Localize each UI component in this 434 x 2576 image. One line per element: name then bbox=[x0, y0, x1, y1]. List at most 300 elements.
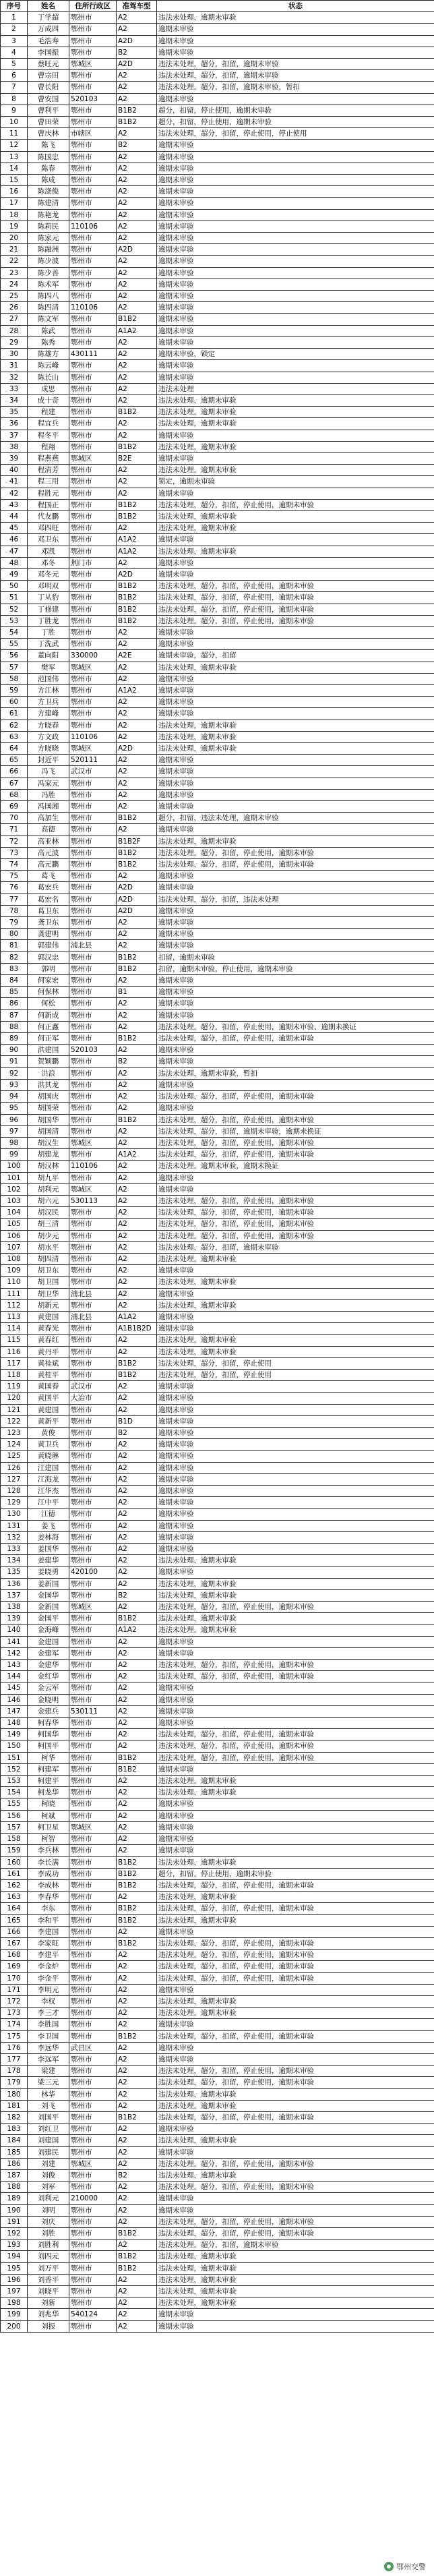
table-row bbox=[1, 2135, 434, 2146]
cell-license-class: B1B2 bbox=[117, 1879, 157, 1891]
cell-name: 邓卫东 bbox=[28, 534, 69, 546]
cell-name: 邓凯 bbox=[28, 546, 69, 557]
cell-region: 鄂州市 bbox=[69, 836, 117, 847]
cell-name: 葛宏名 bbox=[28, 894, 69, 905]
cell-license-class: B2 bbox=[117, 140, 157, 151]
cell-status: 逾期未审验 bbox=[157, 1810, 434, 1821]
cell-status: 违法未处理，逾期未审验，暂扣 bbox=[157, 1067, 434, 1079]
cell-index: 103 bbox=[1, 1195, 28, 1206]
cell-license-class: B2 bbox=[117, 2169, 157, 2181]
cell-license-class: A2 bbox=[117, 755, 157, 766]
cell-license-class: A2D bbox=[117, 59, 157, 70]
cell-license-class: A2 bbox=[117, 383, 157, 394]
cell-license-class: B1B2F bbox=[117, 836, 157, 847]
table-row bbox=[1, 2008, 434, 2019]
cell-license-class: A2 bbox=[117, 1195, 157, 1206]
cell-index: 188 bbox=[1, 2182, 28, 2193]
cell-index: 102 bbox=[1, 1183, 28, 1195]
cell-license-class: A2 bbox=[117, 336, 157, 348]
cell-status: 违法未处理，超分，扣留，停止使用 bbox=[157, 1357, 434, 1369]
cell-name: 黄晓琳 bbox=[28, 1451, 69, 1462]
cell-license-class: B1B2 bbox=[117, 2228, 157, 2240]
cell-name: 陈少善 bbox=[28, 267, 69, 279]
cell-region: 鄂州市 bbox=[69, 1729, 117, 1740]
cell-index: 32 bbox=[1, 372, 28, 383]
cell-name: 成十奇 bbox=[28, 394, 69, 406]
cell-status: 违法未处理，逾期未审验 bbox=[157, 720, 434, 731]
cell-region: 鄂州市 bbox=[69, 70, 117, 82]
cell-region: 鄂州市 bbox=[69, 1752, 117, 1763]
cell-license-class: A2 bbox=[117, 662, 157, 673]
cell-status: 逾期未审验 bbox=[157, 198, 434, 209]
cell-region: 武昌区 bbox=[69, 2042, 117, 2053]
cell-status: 违法未处理，逾期未审验 bbox=[157, 731, 434, 742]
cell-name: 刘建 bbox=[28, 2158, 69, 2169]
table-row bbox=[1, 302, 434, 314]
cell-license-class: A2 bbox=[117, 1694, 157, 1705]
cell-index: 47 bbox=[1, 546, 28, 557]
cell-name: 柯晓 bbox=[28, 1798, 69, 1810]
table-row bbox=[1, 684, 434, 696]
cell-name: 黄桂斌 bbox=[28, 1357, 69, 1369]
cell-license-class: B1B2 bbox=[117, 1914, 157, 1926]
cell-index: 4 bbox=[1, 47, 28, 58]
table-row bbox=[1, 1856, 434, 1868]
cell-license-class: A2 bbox=[117, 1845, 157, 1856]
table-row bbox=[1, 1393, 434, 1404]
cell-status: 违法未处理，超分，扣留，停止使用，逾期未审验 bbox=[157, 2158, 434, 2169]
cell-status: 逾期未审验 bbox=[157, 1404, 434, 1415]
cell-license-class: A2 bbox=[117, 523, 157, 534]
cell-region: 530111 bbox=[69, 1705, 117, 1717]
cell-status: 逾期未审验 bbox=[157, 360, 434, 372]
cell-region: 鄂州市 bbox=[69, 1335, 117, 1346]
cell-license-class: A1A2 bbox=[117, 1311, 157, 1322]
cell-name: 胡国清 bbox=[28, 1125, 69, 1137]
table-row bbox=[1, 1531, 434, 1543]
cell-name: 柯建军 bbox=[28, 1763, 69, 1775]
table-row bbox=[1, 2077, 434, 2088]
cell-region: 110106 bbox=[69, 1161, 117, 1172]
cell-status: 违法未处理，超分，扣留，停止使用，逾期未审验 bbox=[157, 1752, 434, 1763]
cell-region: 鄂州市 bbox=[69, 639, 117, 650]
table-row bbox=[1, 650, 434, 662]
cell-license-class: A2 bbox=[117, 1950, 157, 1961]
table-row bbox=[1, 1555, 434, 1567]
cell-license-class: B1B2 bbox=[117, 581, 157, 592]
cell-license-class: A2D bbox=[117, 882, 157, 894]
cell-index: 147 bbox=[1, 1705, 28, 1717]
table-row bbox=[1, 1961, 434, 1972]
cell-name: 董向阳 bbox=[28, 650, 69, 662]
cell-index: 86 bbox=[1, 998, 28, 1009]
cell-status: 违法未处理，超分，扣留，停止使用，逾期未审验 bbox=[157, 1729, 434, 1740]
table-row bbox=[1, 140, 434, 151]
cell-status: 逾期未审验 bbox=[157, 186, 434, 198]
cell-region: 鄂州市 bbox=[69, 859, 117, 871]
cell-region: 鄂州市 bbox=[69, 1995, 117, 2007]
cell-index: 125 bbox=[1, 1451, 28, 1462]
cell-region: 鄂州市 bbox=[69, 1856, 117, 1868]
cell-index: 105 bbox=[1, 1219, 28, 1230]
cell-name: 程冬平 bbox=[28, 430, 69, 441]
cell-license-class: A2 bbox=[117, 418, 157, 430]
table-row bbox=[1, 1787, 434, 1798]
cell-region: 鄂州市 bbox=[69, 1776, 117, 1787]
cell-region: 鄂州市 bbox=[69, 905, 117, 916]
cell-license-class: A2 bbox=[117, 1230, 157, 1241]
cell-name: 陈武 bbox=[28, 325, 69, 336]
cell-status: 违法未处理，逾期未审验 bbox=[157, 2286, 434, 2297]
cell-name: 黄国春 bbox=[28, 1381, 69, 1393]
cell-status: 违法未处理，逾期未审验，逾期未换证 bbox=[157, 1161, 434, 1172]
cell-region: 鄂州市 bbox=[69, 2251, 117, 2262]
cell-index: 36 bbox=[1, 418, 28, 430]
cell-license-class: A2 bbox=[117, 1531, 157, 1543]
cell-name: 陈少波 bbox=[28, 256, 69, 267]
cell-region: 鄂州市 bbox=[69, 105, 117, 116]
cell-status: 逾期未审验 bbox=[157, 221, 434, 232]
cell-status: 逾期未审验 bbox=[157, 1497, 434, 1509]
cell-index: 175 bbox=[1, 2030, 28, 2042]
table-row bbox=[1, 662, 434, 673]
table-row bbox=[1, 2030, 434, 2042]
cell-status: 逾期未审验 bbox=[157, 1451, 434, 1462]
cell-region: 鄂州市 bbox=[69, 2111, 117, 2123]
cell-status: 扣留，逾期未审验 bbox=[157, 952, 434, 963]
cell-license-class: A2 bbox=[117, 1183, 157, 1195]
cell-name: 陈术军 bbox=[28, 279, 69, 290]
cell-status: 逾期未审验 bbox=[157, 1531, 434, 1543]
table-row bbox=[1, 360, 434, 372]
cell-region: 330000 bbox=[69, 650, 117, 662]
cell-name: 冯胜 bbox=[28, 789, 69, 800]
cell-name: 胡少元 bbox=[28, 1230, 69, 1241]
cell-index: 101 bbox=[1, 1172, 28, 1183]
cell-region: 鄂州市 bbox=[69, 47, 117, 58]
cell-name: 江德 bbox=[28, 1509, 69, 1520]
cell-region: 鄂州市 bbox=[69, 1660, 117, 1671]
table-row bbox=[1, 1914, 434, 1926]
table-row bbox=[1, 2100, 434, 2111]
cell-region: 鄂城区 bbox=[69, 662, 117, 673]
cell-status: 逾期未审验 bbox=[157, 163, 434, 174]
table-row bbox=[1, 2053, 434, 2065]
cell-region: 鄂州市 bbox=[69, 2182, 117, 2193]
cell-status: 违法未处理，逾期未审验 bbox=[157, 1578, 434, 1589]
cell-name: 刘军 bbox=[28, 2182, 69, 2193]
table-row bbox=[1, 1624, 434, 1636]
cell-name: 陈四八 bbox=[28, 291, 69, 302]
cell-name: 陈四清 bbox=[28, 302, 69, 314]
cell-index: 142 bbox=[1, 1647, 28, 1659]
table-row bbox=[1, 1230, 434, 1241]
cell-region: 530113 bbox=[69, 1195, 117, 1206]
cell-index: 106 bbox=[1, 1230, 28, 1241]
cell-region: 鄂州市 bbox=[69, 1892, 117, 1903]
cell-index: 97 bbox=[1, 1125, 28, 1137]
table-row bbox=[1, 2320, 434, 2332]
cell-name: 金海峰 bbox=[28, 1624, 69, 1636]
cell-region: 荆门市 bbox=[69, 557, 117, 568]
cell-name: 洪建国 bbox=[28, 1045, 69, 1056]
cell-license-class: A2 bbox=[117, 430, 157, 441]
cell-status: 逾期未审验 bbox=[157, 801, 434, 813]
cell-index: 92 bbox=[1, 1067, 28, 1079]
cell-name: 柯龙华 bbox=[28, 1787, 69, 1798]
cell-index: 26 bbox=[1, 302, 28, 314]
cell-license-class: A2 bbox=[117, 2066, 157, 2077]
cell-status: 扣留，逾期未审验，停止使用，逾期未审验 bbox=[157, 963, 434, 974]
cell-name: 李成功 bbox=[28, 1868, 69, 1879]
cell-name: 陈涤俊 bbox=[28, 186, 69, 198]
cell-license-class: A2 bbox=[117, 1567, 157, 1578]
cell-name: 程胜元 bbox=[28, 488, 69, 499]
table-row bbox=[1, 2042, 434, 2053]
cell-region: 鄂州市 bbox=[69, 720, 117, 731]
cell-name: 曹安国 bbox=[28, 93, 69, 105]
cell-region: 鄂州市 bbox=[69, 592, 117, 604]
cell-name: 姜飞 bbox=[28, 1520, 69, 1531]
cell-status: 逾期未审验 bbox=[157, 2320, 434, 2332]
table-row bbox=[1, 1613, 434, 1624]
cell-license-class: A2 bbox=[117, 1473, 157, 1485]
cell-name: 江海龙 bbox=[28, 1473, 69, 1485]
cell-index: 69 bbox=[1, 801, 28, 813]
cell-name: 贺颖鹏 bbox=[28, 1056, 69, 1067]
table-row bbox=[1, 1183, 434, 1195]
cell-license-class: A2 bbox=[117, 2053, 157, 2065]
table-row bbox=[1, 1752, 434, 1763]
table-row bbox=[1, 1834, 434, 1845]
cell-status: 违法未处理，逾期未审验 bbox=[157, 1892, 434, 1903]
table-row bbox=[1, 2193, 434, 2204]
cell-region: 鄂城区 bbox=[69, 59, 117, 70]
cell-region: 430111 bbox=[69, 349, 117, 360]
table-row bbox=[1, 1439, 434, 1451]
cell-index: 163 bbox=[1, 1892, 28, 1903]
cell-region: 鄂州市 bbox=[69, 871, 117, 882]
cell-license-class: B1B2 bbox=[117, 592, 157, 604]
cell-region: 鄂州市 bbox=[69, 952, 117, 963]
cell-index: 48 bbox=[1, 557, 28, 568]
cell-region: 鄂州市 bbox=[69, 963, 117, 974]
cell-name: 金国华 bbox=[28, 1589, 69, 1601]
table-row bbox=[1, 1241, 434, 1253]
cell-region: 鄂州市 bbox=[69, 1253, 117, 1264]
cell-name: 胡国荣 bbox=[28, 1103, 69, 1114]
cell-license-class: A2 bbox=[117, 1718, 157, 1729]
cell-status: 逾期未审验 bbox=[157, 789, 434, 800]
cell-license-class: A2 bbox=[117, 1045, 157, 1056]
cell-status: 逾期未审验 bbox=[157, 488, 434, 499]
cell-region: 鄂州市 bbox=[69, 1404, 117, 1415]
cell-license-class: A2 bbox=[117, 1705, 157, 1717]
cell-name: 江华杰 bbox=[28, 1486, 69, 1497]
cell-region: 鄂州市 bbox=[69, 198, 117, 209]
cell-license-class: A2 bbox=[117, 1961, 157, 1972]
cell-status: 违法未处理，逾期未审验 bbox=[157, 407, 434, 418]
cell-index: 197 bbox=[1, 2286, 28, 2297]
cell-index: 191 bbox=[1, 2216, 28, 2227]
table-row bbox=[1, 1589, 434, 1601]
cell-license-class: A2 bbox=[117, 2274, 157, 2285]
cell-region: 鄂州市 bbox=[69, 256, 117, 267]
table-row bbox=[1, 1219, 434, 1230]
cell-region: 鄂州市 bbox=[69, 1103, 117, 1114]
cell-name: 封近平 bbox=[28, 755, 69, 766]
cell-license-class: A2 bbox=[117, 1509, 157, 1520]
cell-index: 157 bbox=[1, 1821, 28, 1833]
cell-region: 鄂州市 bbox=[69, 1555, 117, 1567]
table-row bbox=[1, 1381, 434, 1393]
cell-license-class: A2 bbox=[117, 1776, 157, 1787]
cell-region: 鄂州市 bbox=[69, 684, 117, 696]
cell-license-class: B1B2 bbox=[117, 1868, 157, 1879]
cell-status: 违法未处理，超分，扣留，停止使用，逾期未审验 bbox=[157, 1137, 434, 1148]
cell-status: 逾期未审验 bbox=[157, 871, 434, 882]
cell-license-class: A2 bbox=[117, 1602, 157, 1613]
cell-region: 鄂州市 bbox=[69, 2228, 117, 2240]
cell-license-class: A2 bbox=[117, 1021, 157, 1032]
table-row bbox=[1, 557, 434, 568]
cell-region: 鄂州市 bbox=[69, 1125, 117, 1137]
cell-region: 鄂州市 bbox=[69, 2124, 117, 2135]
cell-name: 丁学超 bbox=[28, 12, 69, 24]
cell-index: 193 bbox=[1, 2240, 28, 2251]
cell-name: 李成林 bbox=[28, 1879, 69, 1891]
cell-license-class: B1B2 bbox=[117, 510, 157, 522]
table-row bbox=[1, 117, 434, 128]
cell-index: 67 bbox=[1, 778, 28, 789]
cell-status: 逾期未审验 bbox=[157, 940, 434, 952]
cell-region: 鄂州市 bbox=[69, 1299, 117, 1311]
cell-index: 51 bbox=[1, 592, 28, 604]
header-status: 状态 bbox=[157, 1, 434, 12]
cell-region: 鄂州市 bbox=[69, 1868, 117, 1879]
cell-license-class: A2 bbox=[117, 1219, 157, 1230]
cell-status: 逾期未审验 bbox=[157, 534, 434, 546]
cell-region: 鄂州市 bbox=[69, 801, 117, 813]
table-row bbox=[1, 314, 434, 325]
cell-name: 黄春红 bbox=[28, 1335, 69, 1346]
cell-license-class: B1B2 bbox=[117, 1369, 157, 1380]
cell-status: 违法未处理，超分，扣留，停止使用，逾期未审验 bbox=[157, 847, 434, 858]
cell-name: 陈家元 bbox=[28, 233, 69, 244]
cell-name: 金建军 bbox=[28, 1647, 69, 1659]
table-row bbox=[1, 488, 434, 499]
cell-region: 鄂州市 bbox=[69, 476, 117, 488]
cell-index: 34 bbox=[1, 394, 28, 406]
cell-index: 168 bbox=[1, 1950, 28, 1961]
cell-name: 万成四 bbox=[28, 24, 69, 35]
cell-status: 违法未处理，逾期未审验 bbox=[157, 1776, 434, 1787]
table-row bbox=[1, 1810, 434, 1821]
cell-status: 违法未处理，超分，扣留，停止使用，逾期未审验 bbox=[157, 1219, 434, 1230]
cell-index: 164 bbox=[1, 1903, 28, 1914]
cell-index: 116 bbox=[1, 1346, 28, 1357]
cell-license-class: A2 bbox=[117, 1972, 157, 1984]
cell-index: 184 bbox=[1, 2135, 28, 2146]
table-row bbox=[1, 847, 434, 858]
cell-region: 鄂州市 bbox=[69, 1241, 117, 1253]
cell-license-class: A2D bbox=[117, 894, 157, 905]
cell-index: 29 bbox=[1, 336, 28, 348]
cell-name: 葛卫东 bbox=[28, 905, 69, 916]
cell-index: 131 bbox=[1, 1520, 28, 1531]
cell-index: 187 bbox=[1, 2169, 28, 2181]
table-row bbox=[1, 476, 434, 488]
cell-name: 陈成 bbox=[28, 175, 69, 186]
table-row bbox=[1, 12, 434, 24]
cell-region: 鄂州市 bbox=[69, 1021, 117, 1032]
cell-index: 111 bbox=[1, 1288, 28, 1299]
cell-region: 鄂州市 bbox=[69, 917, 117, 929]
cell-region: 鄂州市 bbox=[69, 615, 117, 626]
cell-status: 违法未处理，逾期未审验 bbox=[157, 2088, 434, 2100]
table-row bbox=[1, 2146, 434, 2158]
cell-name: 黄新平 bbox=[28, 1415, 69, 1427]
table-row bbox=[1, 894, 434, 905]
table-row bbox=[1, 2309, 434, 2320]
cell-status: 违法未处理，超分，扣留，停止使用，逾期未审验 bbox=[157, 1033, 434, 1045]
table-row bbox=[1, 1473, 434, 1485]
cell-index: 182 bbox=[1, 2111, 28, 2123]
table-row bbox=[1, 789, 434, 800]
cell-name: 葛宏兵 bbox=[28, 882, 69, 894]
cell-name: 李卫国 bbox=[28, 2030, 69, 2042]
cell-name: 曹长阳 bbox=[28, 82, 69, 93]
cell-name: 刘胜 bbox=[28, 2228, 69, 2240]
cell-region: 鄂州市 bbox=[69, 708, 117, 720]
cell-name: 李明元 bbox=[28, 1984, 69, 1995]
cell-index: 13 bbox=[1, 151, 28, 163]
cell-name: 胡汉生 bbox=[28, 1137, 69, 1148]
cell-index: 58 bbox=[1, 673, 28, 684]
cell-status: 违法未处理，超分，扣留，停止使用，逾期未审验 bbox=[157, 2066, 434, 2077]
cell-region: 鄂州市 bbox=[69, 2204, 117, 2216]
cell-name: 黄建国 bbox=[28, 1404, 69, 1415]
cell-index: 169 bbox=[1, 1961, 28, 1972]
cell-name: 李春华 bbox=[28, 1892, 69, 1903]
cell-name: 程清芳 bbox=[28, 465, 69, 476]
cell-index: 115 bbox=[1, 1335, 28, 1346]
table-row bbox=[1, 1520, 434, 1531]
cell-index: 200 bbox=[1, 2320, 28, 2332]
cell-status: 逾期未审验 bbox=[157, 279, 434, 290]
cell-status: 违法未处理，超分，扣留，停止使用，逾期未审验 bbox=[157, 499, 434, 510]
cell-region: 鄂州市 bbox=[69, 2019, 117, 2030]
cell-status: 逾期未审验 bbox=[157, 2124, 434, 2135]
cell-status: 逾期未审验 bbox=[157, 1705, 434, 1717]
cell-name: 曹庆林 bbox=[28, 128, 69, 140]
cell-license-class: B1D bbox=[117, 1415, 157, 1427]
cell-index: 44 bbox=[1, 510, 28, 522]
cell-name: 黄俊 bbox=[28, 1427, 69, 1438]
cell-status: 违法未处理，逾期未审验 bbox=[157, 1624, 434, 1636]
cell-index: 68 bbox=[1, 789, 28, 800]
cell-index: 76 bbox=[1, 882, 28, 894]
cell-region: 鄂州市 bbox=[69, 975, 117, 987]
cell-index: 176 bbox=[1, 2042, 28, 2053]
cell-index: 194 bbox=[1, 2251, 28, 2262]
cell-license-class: A2 bbox=[117, 766, 157, 778]
cell-region: 鄂州市 bbox=[69, 407, 117, 418]
cell-status: 违法未处理，逾期未审验 bbox=[157, 1856, 434, 1868]
cell-region: 鄂州市 bbox=[69, 1172, 117, 1183]
cell-region: 鄂州市 bbox=[69, 186, 117, 198]
table-row bbox=[1, 1021, 434, 1032]
